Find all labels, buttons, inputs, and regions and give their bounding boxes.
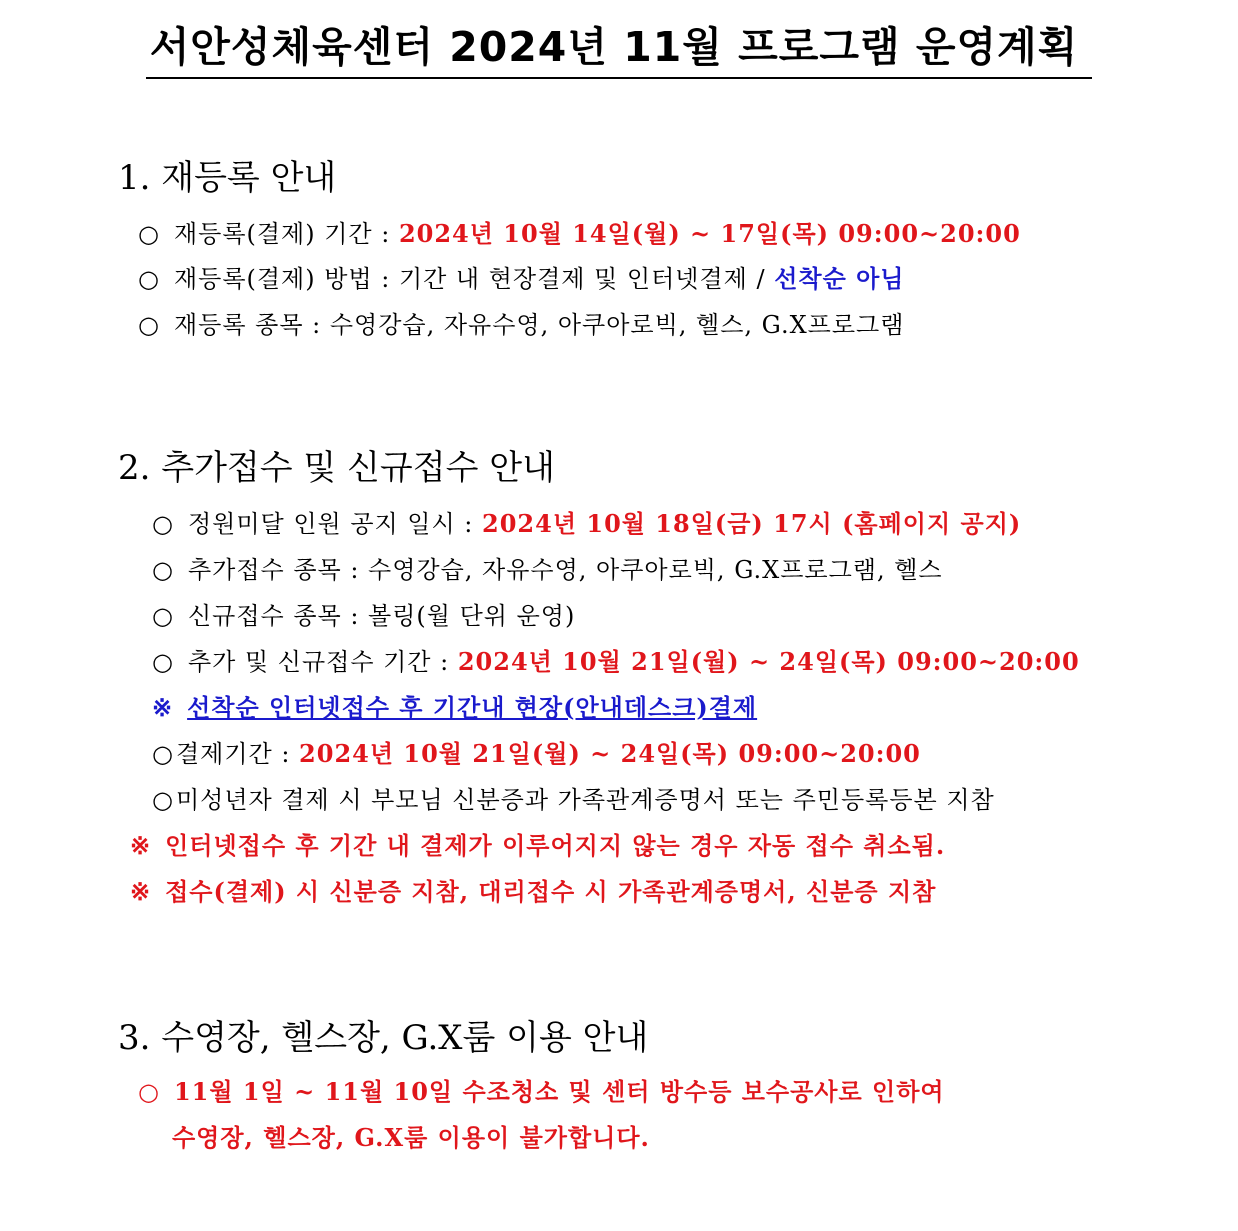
- section2-warning2: 접수(결제) 시 신분증 지참, 대리접수 시 가족관계증명서, 신분증 지참: [165, 877, 937, 906]
- section2-add-items-line: [152, 550, 943, 585]
- section1-items-text: 재등록 종목 : 수영강습, 자유수영, 아쿠아로빅, 헬스, G.X프로그램: [173, 311, 905, 339]
- bullet-icon: ○: [152, 510, 174, 538]
- section2-payment-value: 2024년 10월 21일(월) ~ 24일(목) 09:00~20:00: [299, 739, 921, 768]
- section2-payment-line: [152, 734, 921, 769]
- note-mark-icon: ※: [130, 831, 152, 860]
- section2-warning2-line: [130, 872, 936, 907]
- section1-period-label: 재등록(결제) 기간 :: [173, 220, 399, 248]
- section2-warning1: 인터넷접수 후 기간 내 결제가 이루어지지 않는 경우 자동 접수 취소됨.: [165, 831, 946, 860]
- section3-notice-line2: [172, 1118, 650, 1153]
- section2-period-label: 추가 및 신규접수 기간 :: [187, 648, 458, 676]
- bullet-icon: ○: [138, 1077, 160, 1106]
- section1-method-label: 재등록(결제) 방법 : 기간 내 현장결제 및 인터넷결제 /: [173, 265, 775, 293]
- section2-heading: 2. 추가접수 및 신규접수 안내: [118, 448, 555, 488]
- section2-notice-line: [152, 504, 1021, 539]
- section3-notice-text1: 11월 1일 ~ 11월 10일 수조청소 및 센터 방수등 보수공사로 인하여: [173, 1077, 945, 1106]
- note-mark-icon: ※: [130, 877, 152, 906]
- section3-heading: 3. 수영장, 헬스장, G.X룸 이용 안내: [118, 1018, 649, 1058]
- section1-heading: 1. 재등록 안내: [118, 158, 337, 198]
- section1-items-line: [138, 305, 904, 340]
- bullet-icon: ○: [152, 556, 174, 584]
- document-title-wrap: [0, 14, 1238, 79]
- section2-notice-label: 정원미달 인원 공지 일시 :: [187, 510, 483, 538]
- section2-warning1-line: [130, 826, 945, 861]
- section3-notice-line1: [138, 1072, 945, 1107]
- section2-firstcome-line: [152, 688, 757, 723]
- section2-add-items-text: 추가접수 종목 : 수영강습, 자유수영, 아쿠아로빅, G.X프로그램, 헬스: [187, 556, 943, 584]
- bullet-icon: ○: [138, 311, 160, 339]
- section1-method-note: 선착순 아님: [774, 264, 905, 293]
- section2-new-items-text: 신규접수 종목 : 볼링(월 단위 운영): [187, 602, 576, 630]
- note-mark-icon: ※: [152, 693, 174, 722]
- section1-period-value: 2024년 10월 14일(월) ~ 17일(목) 09:00~20:00: [398, 219, 1021, 248]
- section1-period-line: [138, 214, 1021, 249]
- section3-notice-text2: 수영장, 헬스장, G.X룸 이용이 불가합니다.: [172, 1123, 650, 1152]
- bullet-icon: ○: [138, 220, 160, 248]
- bullet-icon: ○: [152, 648, 174, 676]
- section2-period-value: 2024년 10월 21일(월) ~ 24일(목) 09:00~20:00: [457, 647, 1080, 676]
- bullet-icon: ○: [152, 740, 174, 768]
- bullet-icon: ○: [138, 265, 160, 293]
- bullet-icon: ○: [152, 786, 174, 814]
- section1-method-line: [138, 259, 904, 294]
- section2-period-line: [152, 642, 1080, 677]
- bullet-icon: ○: [152, 602, 174, 630]
- section2-notice-value: 2024년 10월 18일(금) 17시 (홈페이지 공지): [482, 509, 1022, 538]
- section2-new-items-line: [152, 596, 575, 631]
- section2-firstcome-note: 선착순 인터넷접수 후 기간내 현장(안내데스크)결제: [187, 693, 758, 722]
- document-title: 서안성체육센터 2024년 11월 프로그램 운영계획: [146, 14, 1093, 79]
- section2-payment-label: 결제기간 :: [175, 740, 300, 768]
- section2-minor-text: 미성년자 결제 시 부모님 신분증과 가족관계증명서 또는 주민등록등본 지참: [175, 786, 995, 814]
- section2-minor-line: [152, 780, 995, 815]
